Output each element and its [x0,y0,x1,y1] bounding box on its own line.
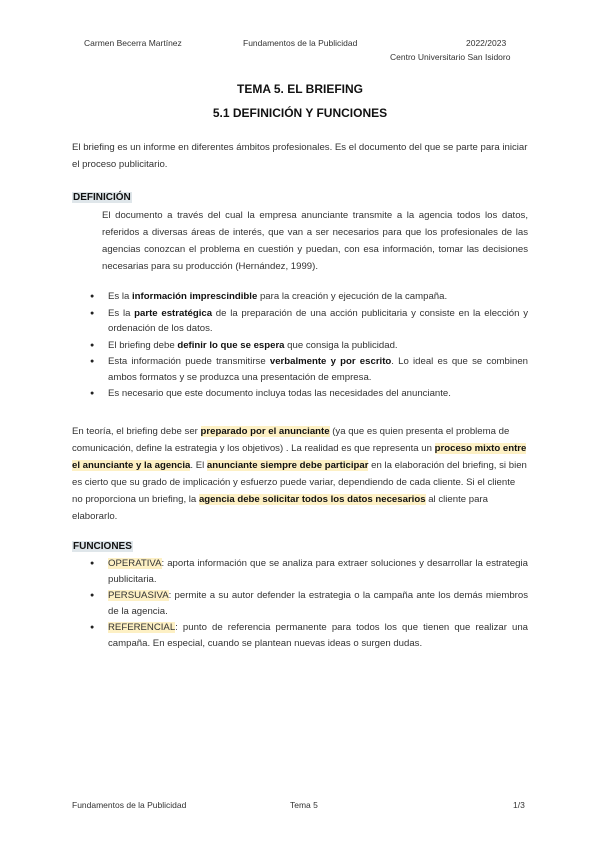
function-term: PERSUASIVA [108,590,169,601]
list-item: ● Es la información imprescindible para la creación y ejecución de la campaña. [88,289,528,305]
list-item: ● El briefing debe definir lo que se espera que consiga la publicidad. [88,338,528,354]
funciones-list [88,556,528,652]
header-subject: Fundamentos de la Publicidad [243,38,358,48]
highlight: anunciante siempre debe participar [206,460,369,471]
header-author: Carmen Becerra Martínez [84,38,182,48]
highlight: agencia debe solicitar todos los datos necesarios [198,494,426,505]
footer-topic: Tema 5 [290,800,318,810]
page-number: 1/3 [513,800,525,810]
header-center: Centro Universitario San Isidoro [390,52,511,62]
list-item: ● Es la parte estratégica de la preparación de una acción publicitaria y consiste en la elección y ordenación de los datos. [88,306,528,337]
definicion-heading: DEFINICIÓN [73,192,131,203]
list-item: ● OPERATIVA: aporta información que se analiza para extraer soluciones y desarrollar la estrategia publicitaria. [88,556,528,587]
list-item: ● Es necesario que este documento incluya todas las necesidades del anunciante. [88,386,528,402]
intro-paragraph: El briefing es un informe en diferentes ámbitos profesionales. Es el documento del que se parte para iniciar el proceso publicitario. [72,142,528,170]
highlight: preparado por el anunciante [200,426,330,437]
definicion-quote: El documento a través del cual la empresa anunciante transmite a la agencia todos los datos, referidos a diversas áreas de interés, que van a ser necesarios para que los profesionales de las agencias conozcan el problema en cuestión y puedan, con esa información, tomar las decisiones necesarias para su producción (Hernández, 1999). [102,210,528,272]
function-term: REFERENCIAL [108,622,176,633]
teoria-paragraph: En teoría, el briefing debe ser preparado por el anunciante (ya que es quien presenta el problema de comunicación, define la estrategia y los objetivos) . La realidad es que representa un proceso mixto entre el anunciante y la agencia. El anunciante siempre debe participar en la elaboración del briefing, si bien es cierto que su grado de implicación y esfuerzo puede variar, dependiendo de cada cliente. Si el cliente no proporciona un briefing, la agencia debe solicitar todos los datos necesarios al cliente para elaborarlo. [72,426,527,522]
section-title: 5.1 DEFINICIÓN Y FUNCIONES [212,106,388,120]
footer-subject: Fundamentos de la Publicidad [72,800,187,810]
function-term: OPERATIVA [108,558,162,569]
highlight: proceso mixto entre el anunciante y la agencia [72,443,527,471]
page-title: TEMA 5. EL BRIEFING [236,82,363,96]
list-item: ● Esta información puede transmitirse verbalmente y por escrito. Lo ideal es que se combinen ambos formatos y se produzca una presentación de empresa. [88,354,528,385]
list-item: ● PERSUASIVA: permite a su autor defender la estrategia o la campaña ante los demás miembros de la agencia. [88,588,528,619]
header-year: 2022/2023 [466,38,507,48]
funciones-heading: FUNCIONES [73,541,132,552]
list-item: ● REFERENCIAL: punto de referencia permanente para todos los que tienen que realizar una campaña. En especial, cuando se plantean nuevas ideas o surgen dudas. [88,620,528,651]
definicion-bullets [88,289,528,403]
